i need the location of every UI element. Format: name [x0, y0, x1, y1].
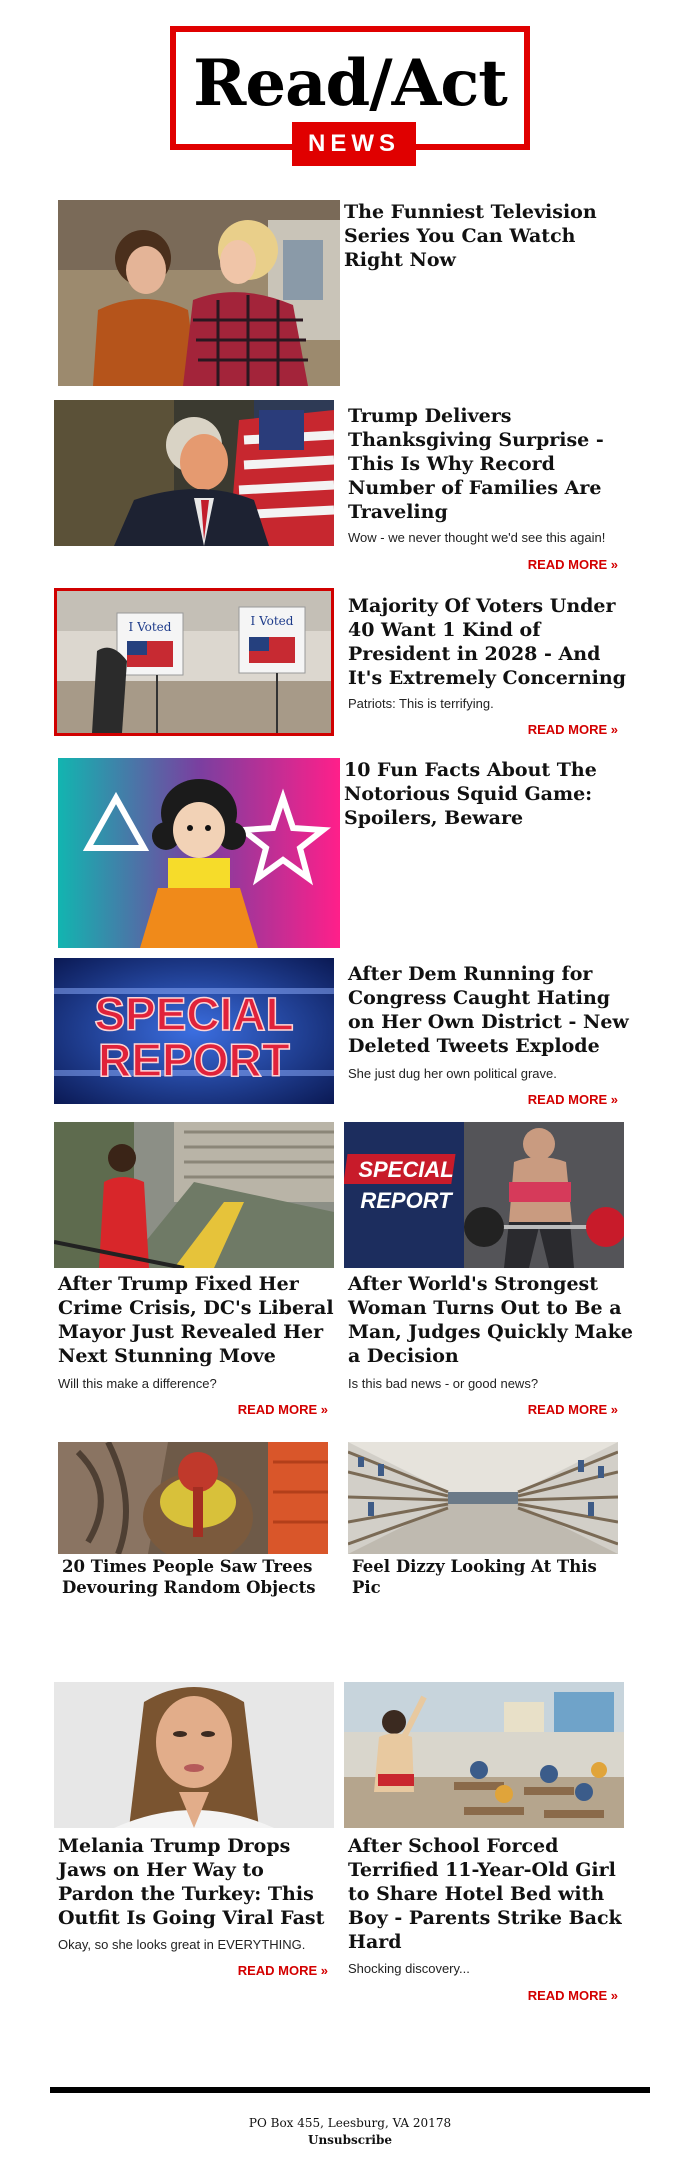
article-subtitle: Is this bad news - or good news?: [348, 1376, 539, 1391]
footer-address: PO Box 455, Leesburg, VA 20178: [248, 2116, 452, 2130]
article-image[interactable]: [344, 1682, 624, 1828]
article-title[interactable]: Majority Of Voters Under 40 Want 1 Kind of President in 2028 - And It's Extremely Concerning: [348, 595, 626, 689]
article-title[interactable]: After Dem Running for Congress Caught Hating on Her Own District - New Deleted Tweets Explode: [348, 963, 629, 1057]
article-subtitle: She just dug her own political grave.: [348, 1066, 557, 1081]
read-more-link[interactable]: READ MORE »: [237, 1402, 328, 1417]
article-title[interactable]: After World's Strongest Woman Turns Out to Be a Man, Judges Quickly Make a Decision: [348, 1273, 633, 1367]
article-title[interactable]: Trump Delivers Thanksgiving Surprise - This Is Why Record Number of Families Are Traveling: [348, 405, 604, 523]
article-subtitle: Will this make a difference?: [58, 1376, 217, 1391]
article-title[interactable]: After School Forced Terrified 11-Year-Old Girl to Share Hotel Bed with Boy - Parents Strike Back Hard: [348, 1835, 622, 1953]
article-image[interactable]: [344, 1122, 624, 1268]
voted-sign-text: I Voted: [250, 614, 294, 628]
article-subtitle: Wow - we never thought we'd see this again!: [348, 530, 606, 545]
read-more-link[interactable]: READ MORE »: [237, 1963, 328, 1978]
voted-sign-text: I Voted: [128, 620, 172, 634]
banner-line-2: REPORT: [98, 1034, 290, 1086]
article-image[interactable]: [348, 1442, 618, 1554]
article-image[interactable]: [54, 958, 334, 1104]
unsubscribe-link[interactable]: Unsubscribe: [307, 2133, 393, 2147]
article-subtitle: Shocking discovery...: [348, 1961, 470, 1976]
read-more-link[interactable]: READ MORE »: [527, 1092, 618, 1107]
article-image[interactable]: [58, 1442, 328, 1554]
banner-line-1: SPECIAL: [358, 1157, 454, 1182]
article-title[interactable]: 20 Times People Saw Trees Devouring Random Objects: [62, 1557, 316, 1597]
article-image[interactable]: [58, 200, 340, 386]
article-title[interactable]: Feel Dizzy Looking At This Pic: [352, 1557, 597, 1597]
banner-line-2: REPORT: [360, 1188, 452, 1213]
article-image[interactable]: [54, 400, 334, 546]
article-image[interactable]: [58, 758, 340, 948]
read-more-link[interactable]: READ MORE »: [527, 722, 618, 737]
article-image[interactable]: [54, 1122, 334, 1268]
article-subtitle: Patriots: This is terrifying.: [348, 696, 494, 711]
footer-divider: [50, 2087, 650, 2093]
article-image[interactable]: [54, 1682, 334, 1828]
article-title[interactable]: Melania Trump Drops Jaws on Her Way to Pardon the Turkey: This Outfit Is Going Viral Fast: [58, 1835, 325, 1929]
article-subtitle: Okay, so she looks great in EVERYTHING.: [58, 1937, 306, 1952]
read-more-link[interactable]: READ MORE »: [527, 1402, 618, 1417]
read-more-link[interactable]: READ MORE »: [527, 1988, 618, 2003]
banner-line-1: SPECIAL: [94, 988, 294, 1040]
brand-name: Read/Act: [193, 46, 507, 121]
article-title[interactable]: After Trump Fixed Her Crime Crisis, DC's Liberal Mayor Just Revealed Her Next Stunning Move: [58, 1273, 334, 1367]
article-image[interactable]: [54, 588, 334, 736]
brand-logo[interactable]: [170, 26, 530, 157]
article-title[interactable]: The Funniest Television Series You Can Watch Right Now: [344, 201, 597, 271]
brand-sub-badge: NEWS: [292, 122, 416, 166]
article-title[interactable]: 10 Fun Facts About The Notorious Squid Game: Spoilers, Beware: [344, 759, 597, 829]
read-more-link[interactable]: READ MORE »: [527, 557, 618, 572]
